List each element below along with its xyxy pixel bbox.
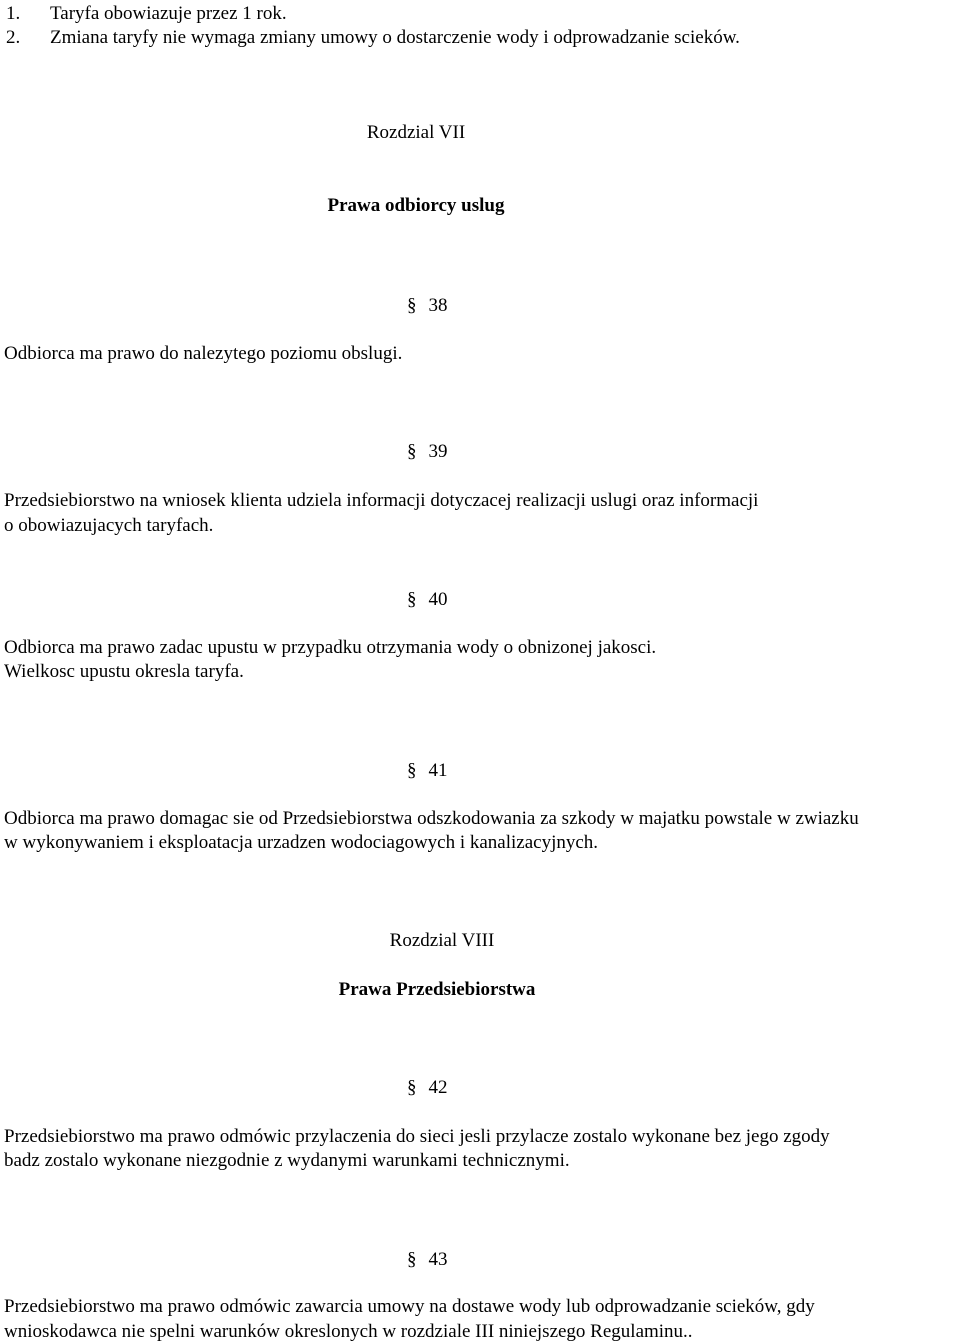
section-text: Odbiorca ma prawo domagac sie od Przedsiebiorstwa odszkodowania za szkody w majatku powstale w zwiazku [4,808,859,829]
section-text: Wielkosc upustu okresla taryfa. [4,661,244,682]
section-sign: § [407,1077,417,1098]
list-text: Zmiana taryfy nie wymaga zmiany umowy o dostarczenie wody i odprowadzanie scieków. [50,27,740,48]
section-text: w wykonywaniem i eksploatacja urzadzen wodociagowych i kanalizacyjnych. [4,832,599,853]
chapter-subtitle: Prawa Przedsiebiorstwa [338,979,536,1000]
section-sign: § [407,295,417,316]
section-text: badz zostalo wykonane niezgodnie z wydanymi warunkami technicznymi. [4,1150,570,1171]
section-number: 41 [428,760,448,781]
section-number: 42 [428,1077,448,1098]
list-number: 1. [6,3,21,24]
section-number: 40 [428,589,448,610]
section-heading [407,1076,448,1100]
section-text: o obowiazujacych taryfach. [4,515,214,536]
section-heading [407,588,448,612]
section-text: Przedsiebiorstwo ma prawo odmówic zawarcia umowy na dostawe wody lub odprowadzanie scieków, gdy [4,1296,815,1317]
section-number: 38 [428,295,448,316]
section-heading [407,1248,448,1272]
section-text: Odbiorca ma prawo do nalezytego poziomu obslugi. [4,343,403,364]
section-text: Przedsiebiorstwo na wniosek klienta udziela informacji dotyczacej realizacji uslugi oraz informacji [4,490,759,511]
list-number: 2. [6,27,21,48]
chapter-title: Rozdzial VII [366,122,466,143]
section-sign: § [407,441,417,462]
section-heading [407,294,448,318]
section-text: Odbiorca ma prawo zadac upustu w przypadku otrzymania wody o obnizonej jakosci. [4,637,657,658]
section-text: wnioskodawca nie spelni warunków okreslonych w rozdziale III niniejszego Regulaminu.. [4,1321,693,1342]
section-number: 43 [428,1249,448,1270]
section-heading [407,759,448,783]
section-text: Przedsiebiorstwo ma prawo odmówic przylaczenia do sieci jesli przylacze zostalo wykonane bez jego zgody [4,1126,830,1147]
section-heading [407,440,448,464]
section-sign: § [407,1249,417,1270]
section-sign: § [407,760,417,781]
section-sign: § [407,589,417,610]
section-number: 39 [428,441,448,462]
chapter-subtitle: Prawa odbiorcy uslug [327,195,505,216]
chapter-title: Rozdzial VIII [389,930,495,951]
list-text: Taryfa obowiazuje przez 1 rok. [50,3,287,24]
